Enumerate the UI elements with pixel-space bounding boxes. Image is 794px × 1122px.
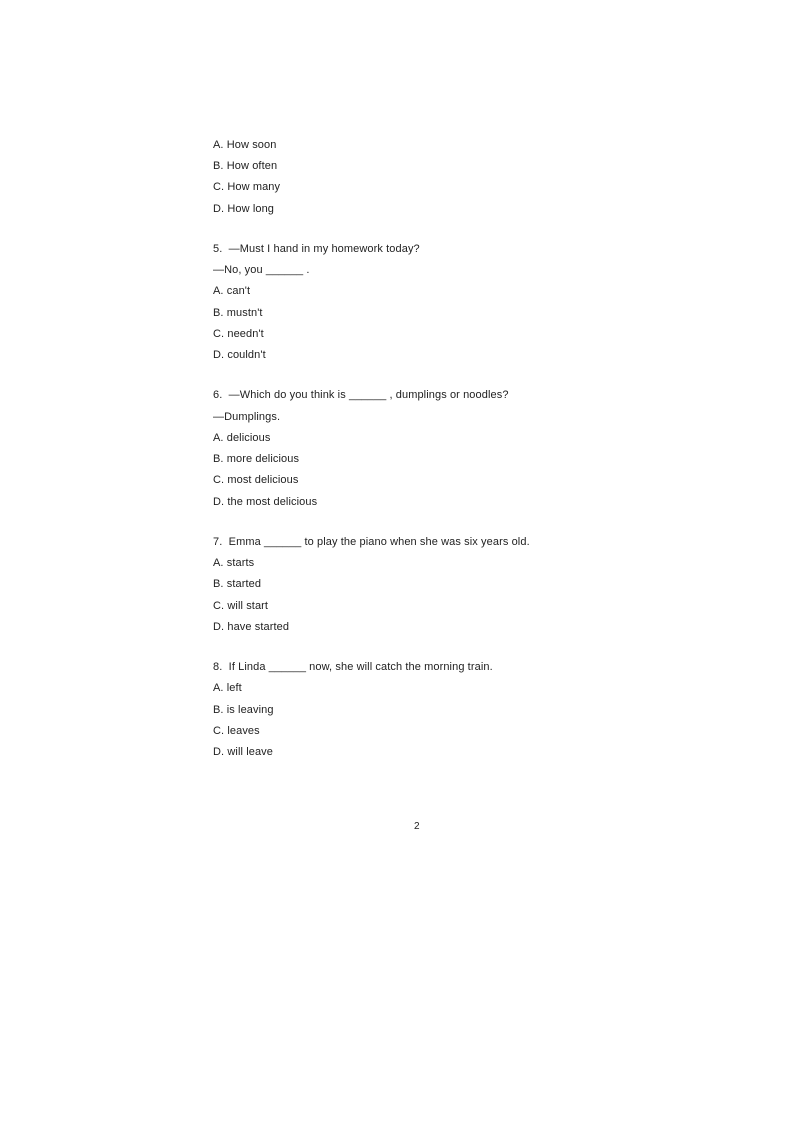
q8-option-a: A. left — [213, 682, 242, 694]
q5-option-d: D. couldn't — [213, 349, 266, 361]
q7-option-a: A. starts — [213, 557, 255, 569]
q6-option-a: A. delicious — [213, 432, 271, 444]
q5-question: 5. —Must I hand in my homework today? — [213, 243, 420, 255]
q8-option-c: C. leaves — [213, 725, 260, 737]
q5-option-b: B. mustn't — [213, 307, 263, 319]
q6-option-b: B. more delicious — [213, 453, 300, 465]
q5-response: —No, you ______ . — [213, 264, 310, 276]
q8-question: 8. If Linda ______ now, she will catch the morning train. — [213, 661, 493, 673]
q5-option-a: A. can't — [213, 285, 251, 297]
q6-question: 6. —Which do you think is ______ , dumplings or noodles? — [213, 389, 509, 401]
q4-option-b: B. How often — [213, 160, 278, 172]
q7-option-d: D. have started — [213, 621, 290, 633]
q6-option-d: D. the most delicious — [213, 496, 318, 508]
q5-option-c: C. needn't — [213, 328, 264, 340]
q7-option-c: C. will start — [213, 600, 269, 612]
q6-response: —Dumplings. — [213, 411, 281, 423]
q7-question: 7. Emma ______ to play the piano when she was six years old. — [213, 536, 530, 548]
q8-option-d: D. will leave — [213, 746, 273, 758]
q6-option-c: C. most delicious — [213, 474, 299, 486]
page-number: 2 — [414, 821, 420, 832]
q4-option-a: A. How soon — [213, 139, 277, 151]
q4-option-d: D. How long — [213, 203, 275, 215]
q8-option-b: B. is leaving — [213, 704, 274, 716]
q4-option-c: C. How many — [213, 181, 281, 193]
q7-option-b: B. started — [213, 578, 262, 590]
